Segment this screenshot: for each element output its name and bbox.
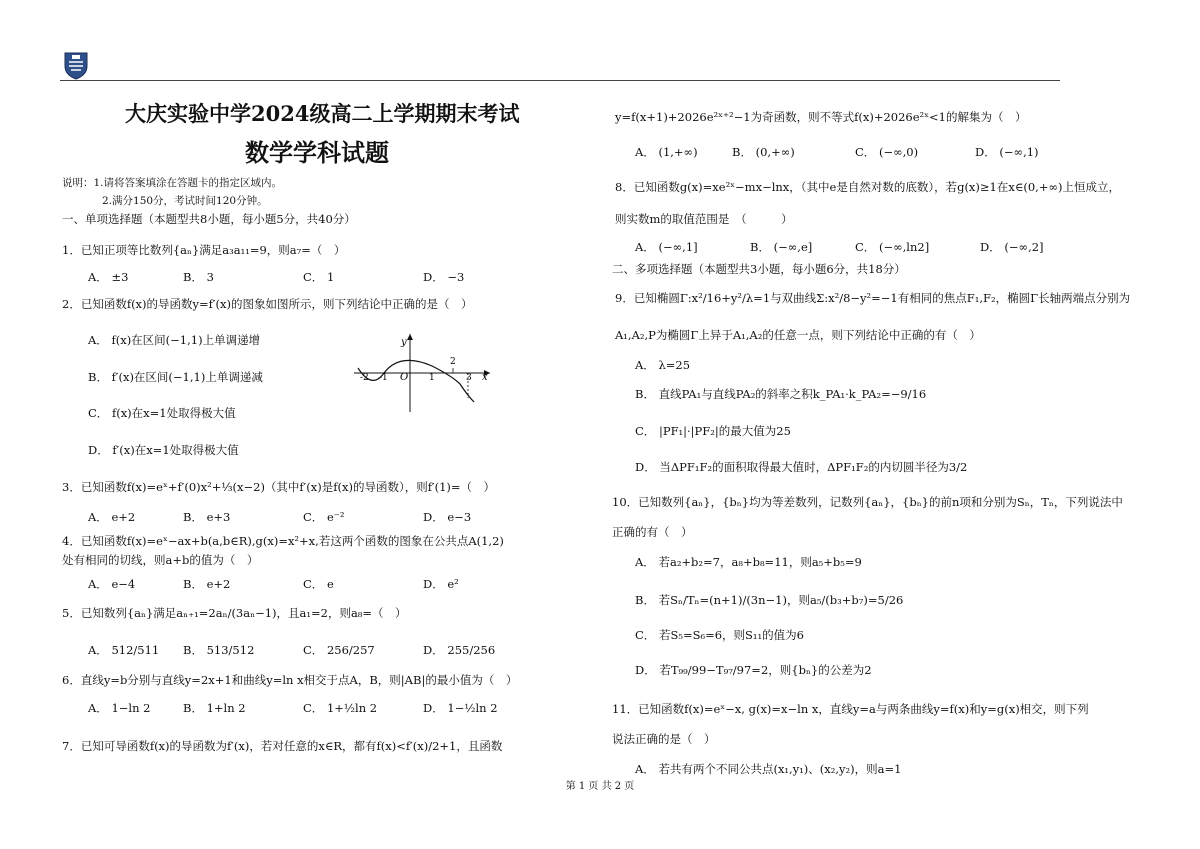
q4-stem-1: 4．已知函数f(x)=eˣ−ax+b(a,b∈R),g(x)=x²+x,若这两个函数的图象在公共点A(1,2) — [62, 534, 504, 548]
q6-option-b: B． 1+ln 2 — [183, 701, 246, 715]
q5-option-d: D． 255/256 — [423, 643, 496, 657]
section-1-heading: 一、单项选择题（本题型共8小题，每小题5分，共40分） — [62, 212, 356, 226]
q1-option-d: D． −3 — [423, 270, 465, 284]
q5-option-c: C． 256/257 — [303, 643, 375, 657]
q9-stem-1: 9．已知椭圆Γ:x²/16+y²/λ=1与双曲线Σ:x²/8−y²=−1有相同的焦点F₁,F₂，椭圆Γ长轴两端点分别为 — [615, 291, 1131, 305]
tick-label-m2: -2 — [360, 373, 369, 383]
tick-label-2: 2 — [450, 357, 456, 367]
q6-option-a: A． 1−ln 2 — [88, 701, 151, 715]
q6-option-c: C． 1+½ln 2 — [303, 701, 378, 715]
q8-option-b: B． (−∞,e] — [750, 240, 813, 254]
q2-option-d: D． f′(x)在x=1处取得极大值 — [88, 443, 239, 457]
q5-option-a: A． 512/511 — [88, 643, 160, 657]
q1-option-c: C． 1 — [303, 270, 335, 284]
q10-option-c: C． 若S₅=S₆=6，则S₁₁的值为6 — [635, 628, 804, 642]
q8-option-d: D． (−∞,2] — [980, 240, 1044, 254]
q3-option-d: D． e−3 — [423, 510, 472, 524]
q3-option-a: A． e+2 — [88, 510, 136, 524]
q10-stem-1: 10．已知数列{aₙ}，{bₙ}均为等差数列，记数列{aₙ}，{bₙ}的前n项和分别为Sₙ，Tₙ，下列说法中 — [612, 495, 1123, 509]
note-line-2: 2.满分150分，考试时间120分钟。 — [102, 195, 268, 207]
q8-stem-1: 8．已知函数g(x)=xe²ˣ−mx−lnx，（其中e是自然对数的底数），若g(x)≥1在x∈(0,+∞)上恒成立， — [615, 180, 1121, 194]
q7-stem-1: 7．已知可导函数f(x)的导函数为f′(x)，若对任意的x∈R，都有f(x)<f′(x)/2+1，且函数 — [62, 739, 503, 753]
q3-option-b: B． e+3 — [183, 510, 231, 524]
q9-option-c: C． |PF₁|·|PF₂|的最大值为25 — [635, 424, 791, 438]
q11-stem-1: 11．已知函数f(x)=eˣ−x, g(x)=x−ln x，直线y=a与两条曲线y=f(x)和y=g(x)相交，则下列 — [612, 702, 1089, 716]
q10-option-a: A． 若a₂+b₂=7，a₈+b₈=11，则a₅+b₅=9 — [635, 555, 862, 569]
origin-label: O — [400, 372, 409, 383]
q5-stem: 5．已知数列{aₙ}满足aₙ₊₁=2aₙ/(3aₙ−1)，且a₁=2，则a₈=（ ） — [62, 606, 407, 620]
q10-option-d: D． 若T₉₉/99−T₉₇/97=2，则{bₙ}的公差为2 — [635, 663, 872, 677]
q4-option-a: A． e−4 — [88, 577, 136, 591]
q7-option-a: A． (1,+∞) — [635, 145, 698, 159]
tick-label-3: 3 — [466, 373, 472, 383]
q2-option-c: C． f(x)在x=1处取得极大值 — [88, 406, 236, 420]
q6-option-d: D． 1−½ln 2 — [423, 701, 498, 715]
q9-option-d: D． 当ΔPF₁F₂的面积取得最大值时，ΔPF₁F₂的内切圆半径为3/2 — [635, 460, 968, 474]
exam-title: 大庆实验中学2024级高二上学期期末考试 — [125, 101, 520, 126]
q5-option-b: B． 513/512 — [183, 643, 255, 657]
page-footer: 第 1 页 共 2 页 — [565, 781, 635, 792]
q10-stem-2: 正确的有（ ） — [612, 525, 693, 539]
q2-option-b: B． f′(x)在区间(−1,1)上单调递减 — [88, 370, 263, 384]
y-axis-arrow — [407, 334, 413, 340]
q4-stem-2: 处有相同的切线，则a+b的值为（ ） — [62, 553, 259, 567]
exam-subtitle: 数学学科试题 — [245, 138, 389, 167]
q1-option-a: A． ±3 — [88, 270, 129, 284]
q2-stem: 2．已知函数f(x)的导函数y=f′(x)的图象如图所示，则下列结论中正确的是（ ） — [62, 297, 473, 311]
y-label: y — [401, 337, 407, 348]
q3-option-c: C． e⁻² — [303, 510, 345, 524]
q11-option-a: A． 若共有两个不同公共点(x₁,y₁)、(x₂,y₂)，则a=1 — [635, 762, 902, 776]
q4-option-c: C． e — [303, 577, 334, 591]
q7-option-b: B． (0,+∞) — [732, 145, 795, 159]
q3-stem: 3．已知函数f(x)=eˣ+f′(0)x²+⅓(x−2)（其中f′(x)是f(x)的导函数），则f′(1)=（ ） — [62, 480, 496, 494]
q8-option-c: C． (−∞,ln2] — [855, 240, 930, 254]
tick-label-m1: -1 — [379, 373, 388, 383]
q7-option-d: D． (−∞,1) — [975, 145, 1039, 159]
curve — [358, 360, 474, 402]
header-rule — [60, 80, 1060, 81]
q9-option-a: A． λ=25 — [635, 358, 691, 372]
section-2-heading: 二、多项选择题（本题型共3小题，每小题6分，共18分） — [612, 262, 906, 276]
q8-option-a: A． (−∞,1] — [635, 240, 698, 254]
x-label: x — [482, 372, 488, 383]
q11-stem-2: 说法正确的是（ ） — [612, 732, 716, 746]
q8-stem-2: 则实数m的取值范围是 （ ） — [615, 212, 793, 226]
q1-option-b: B． 3 — [183, 270, 214, 284]
q9-stem-2: A₁,A₂,P为椭圆Γ上异于A₁,A₂的任意一点，则下列结论中正确的有（ ） — [615, 328, 981, 342]
q1-stem: 1．已知正项等比数列{aₙ}满足a₃a₁₁=9，则a₇=（ ） — [62, 243, 346, 257]
q9-option-b: B． 直线PA₁与直线PA₂的斜率之积k_PA₁·k_PA₂=−9/16 — [635, 387, 927, 401]
school-logo-icon — [62, 50, 90, 80]
derivative-graph — [352, 330, 492, 415]
q7-stem-2: y=f(x+1)+2026e²ˣ⁺²−1为奇函数，则不等式f(x)+2026e²ˣ<1的解集为（ ） — [615, 110, 1027, 124]
q7-option-c: C． (−∞,0) — [855, 145, 919, 159]
tick-label-1: 1 — [429, 373, 435, 383]
note-line-1: 说明：1.请将答案填涂在答题卡的指定区域内。 — [62, 177, 283, 189]
q4-option-b: B． e+2 — [183, 577, 231, 591]
q2-option-a: A． f(x)在区间(−1,1)上单调递增 — [88, 333, 261, 347]
q4-option-d: D． e² — [423, 577, 459, 591]
q6-stem: 6．直线y=b分别与直线y=2x+1和曲线y=ln x相交于点A，B，则|AB|的最小值为（ ） — [62, 673, 518, 687]
q10-option-b: B． 若Sₙ/Tₙ=(n+1)/(3n−1)，则a₅/(b₃+b₇)=5/26 — [635, 593, 904, 607]
